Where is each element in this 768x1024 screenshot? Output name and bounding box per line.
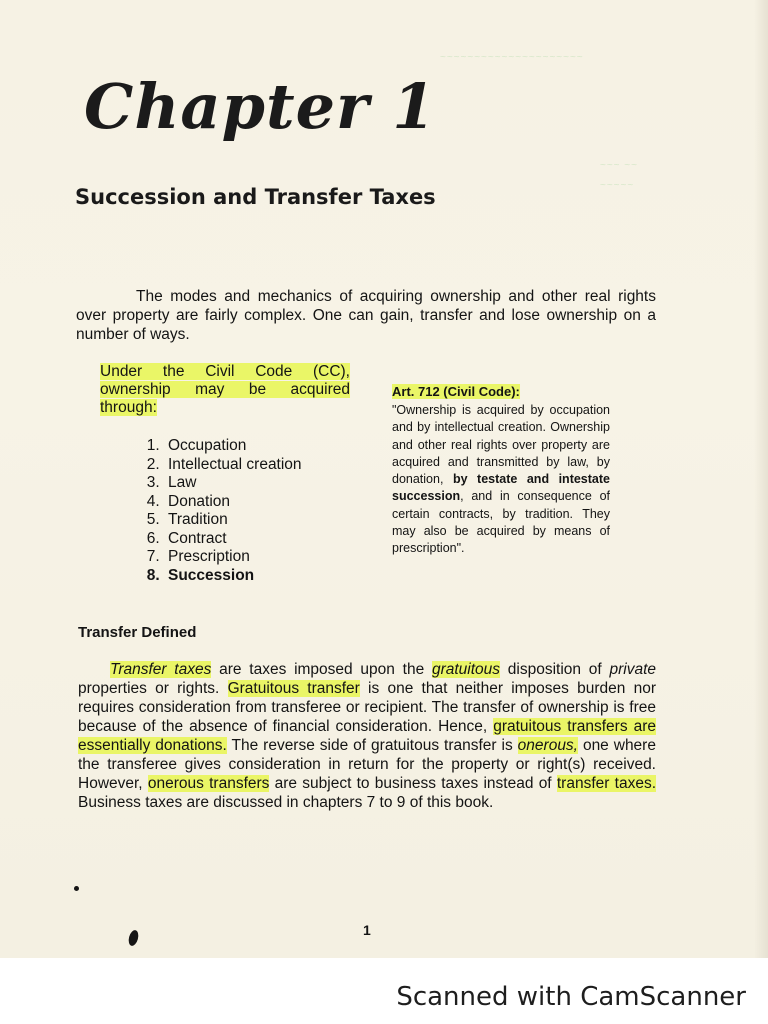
list-item: 5. Tradition	[164, 511, 404, 530]
list-item: 8. Succession	[164, 567, 404, 586]
chapter-title: Chapter 1	[84, 70, 437, 143]
page-edge-shadow	[754, 0, 768, 958]
list-item: 1. Occupation	[164, 437, 404, 456]
highlight-gratuitous-transfer: Gratuitous transfer	[227, 680, 360, 697]
highlight-donations: gratuitous transfers are essentially donations.	[78, 718, 656, 754]
civil-code-intro-text: Under the Civil Code (CC), ownership may be acquired through:	[100, 363, 350, 416]
body-text: are subject to business taxes instead of	[269, 775, 557, 792]
civil-code-intro	[100, 363, 350, 417]
article-title-text: Art. 712 (Civil Code):	[392, 384, 520, 399]
transfer-paragraph	[78, 660, 656, 812]
article-text: "Ownership is acquired by occupation and by intellectual creation. Ownership and other real rights over property are acquired and transmitted by law, by donation,	[392, 403, 610, 487]
body-text: properties or rights.	[78, 680, 228, 697]
list-item: 7. Prescription	[164, 548, 404, 567]
page-number: 1	[363, 922, 371, 938]
article-text: , and in consequence of certain contracts, by tradition. They may also be acquired by means of prescription".	[392, 489, 610, 556]
list-item: 3. Law	[164, 474, 404, 493]
article-body	[392, 402, 610, 558]
highlight-onerous-transfers: onerous transfers	[147, 775, 270, 792]
ink-blot	[127, 929, 140, 947]
body-text: one where the transferee gives consideration in return for the property or right(s) received. However,	[78, 737, 656, 792]
list-item: 6. Contract	[164, 530, 404, 549]
emphasis-private: private	[609, 661, 656, 678]
article-emphasis: by testate and intestate succession	[392, 472, 610, 504]
highlight-transfer-taxes-2: transfer taxes.	[556, 775, 656, 792]
bleed-through-mark: ~~~~~~~~~~~~~~~~~~~~~	[440, 52, 584, 63]
section-title: Succession and Transfer Taxes	[75, 185, 436, 209]
body-text: The reverse side of gratuitous transfer is	[226, 737, 518, 754]
article-title	[392, 384, 520, 399]
body-text: disposition of	[500, 661, 610, 678]
transfer-heading: Transfer Defined	[78, 624, 197, 641]
body-text: is one that neither imposes burden nor requires consideration from transferee or recipient. The transfer of ownership is free because of the absence of financial consideration. Hence,	[78, 680, 656, 735]
bleed-through-mark: ~~~~~	[600, 180, 635, 191]
highlight-gratuitous: gratuitous	[431, 661, 501, 678]
highlight-transfer-taxes: Transfer taxes	[110, 661, 212, 678]
highlight-onerous: onerous,	[517, 737, 578, 754]
modes-list	[128, 437, 404, 585]
intro-paragraph: The modes and mechanics of acquiring ownership and other real rights over property are fairly complex. One can gain, transfer and lose ownership on a number of ways.	[76, 288, 656, 343]
body-text: are taxes imposed upon the	[211, 661, 432, 678]
list-item: 2. Intellectual creation	[164, 456, 404, 475]
bleed-through-mark: ~~~ ~~	[600, 160, 638, 171]
camscanner-watermark: Scanned with CamScanner	[396, 982, 746, 1012]
ink-speck	[74, 886, 79, 891]
body-text: Business taxes are discussed in chapters 7 to 9 of this book.	[78, 794, 494, 811]
list-item: 4. Donation	[164, 493, 404, 512]
